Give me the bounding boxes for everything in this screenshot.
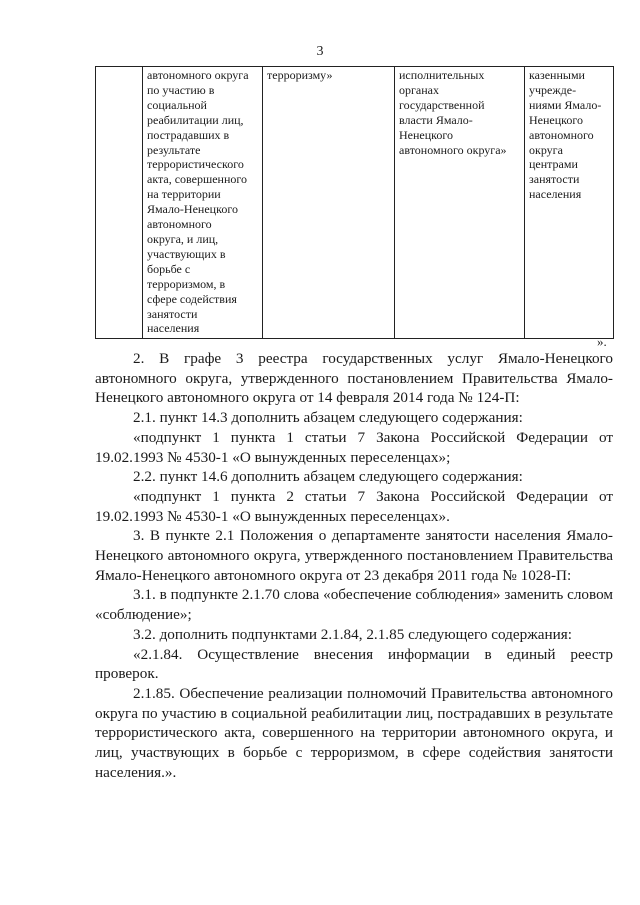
paragraph-2-1-84: «2.1.84. Осуществление внесения информации в единый реестр проверок. [95, 645, 613, 683]
cell-line: автономного [147, 217, 212, 232]
cell-line: занятости [529, 172, 580, 187]
cell-line: округа [529, 142, 563, 157]
paragraph-2-2-quote: «подпункт 1 пункта 2 статьи 7 Закона Российской Федерации от 19.02.1993 № 4530-1 «О вынужденных переселенцах». [95, 487, 613, 525]
paragraph-2-1-85: 2.1.85. Обеспечение реализации полномочий Правительства автономного округа по участию в социальной реабилитации лиц, пострадавших в результате террористического акта, совершенного на территории автономного округа, и лиц, участвующих в борьбе с терроризмом, в сфере содействия занятости населения.». [95, 684, 613, 781]
closing-quote: ». [597, 334, 607, 349]
paragraph-3-1: 3.1. в подпункте 2.1.70 слова «обеспечение соблюдения» заменить словом «соблюдение»; [95, 586, 613, 624]
cell-line: террористического [147, 157, 244, 172]
cell-line: казенными [529, 68, 585, 82]
cell-line: результате [147, 142, 201, 157]
cell-line: округа, и лиц, [147, 231, 219, 246]
cell-line: населения [529, 187, 582, 202]
cell-line: автономного округа» [399, 142, 507, 157]
paragraph-3-2: 3.2. дополнить подпунктами 2.1.84, 2.1.85 следующего содержания: [133, 625, 572, 643]
cell-line: власти Ямало- [399, 112, 473, 127]
cell-line: государственной [399, 97, 485, 112]
cell-line: органах [399, 82, 439, 97]
table-cell-legal-basis [263, 67, 395, 339]
cell-line: учрежде- [529, 82, 577, 97]
page-number: 3 [316, 44, 324, 59]
table-cell-provider [525, 67, 614, 339]
cell-line: Ямало-Ненецкого [147, 202, 238, 217]
cell-line: социальной [147, 97, 207, 112]
cell-line: пострадавших в [147, 127, 230, 142]
cell-line: участвующих в [147, 246, 226, 261]
cell-line: реабилитации лиц, [147, 112, 244, 127]
table-row [96, 67, 614, 339]
cell-line: Ненецкого [399, 127, 454, 142]
cell-line: автономного [529, 127, 594, 142]
cell-line: борьбе с [147, 261, 191, 276]
table-cell-service-name [143, 67, 263, 339]
cell-line: ниями Ямало- [529, 97, 602, 112]
paragraph-2: 2. В графе 3 реестра государственных услуг Ямало-Ненецкого автономного округа, утвержденного постановлением Правительства Ямало-Ненецкого автономного округа от 14 февраля 2014 года № 124-П: [95, 350, 613, 407]
document-body [95, 349, 613, 782]
paragraph-2-2: 2.2. пункт 14.6 дополнить абзацем следующего содержания: [133, 468, 523, 486]
paragraph-2-1-quote: «подпункт 1 пункта 1 статьи 7 Закона Российской Федерации от 19.02.1993 № 4530-1 «О вынужденных переселенцах»; [95, 428, 613, 466]
cell-line: занятости [147, 306, 198, 321]
cell-line: на территории [147, 187, 221, 202]
cell-line: Ненецкого [529, 112, 584, 127]
table-cell-number [96, 67, 143, 339]
cell-line: автономного округа [147, 68, 249, 82]
table-cell-authority [395, 67, 525, 339]
cell-line: исполнительных [399, 68, 485, 82]
cell-line: центрами [529, 157, 578, 172]
register-table-fragment [95, 66, 614, 339]
cell-line: по участию в [147, 82, 215, 97]
cell-line: сфере содействия [147, 291, 237, 306]
paragraph-3: 3. В пункте 2.1 Положения о департаменте занятости населения Ямало-Ненецкого автономного округа, утвержденного постановлением Правительства Ямало-Ненецкого автономного округа от 23 декабря 2011 года № 1028-П: [95, 527, 613, 584]
cell-line: терроризму» [267, 68, 333, 82]
cell-line: населения [147, 321, 200, 336]
cell-line: терроризмом, в [147, 276, 226, 291]
paragraph-2-1: 2.1. пункт 14.3 дополнить абзацем следующего содержания: [133, 409, 523, 427]
cell-line: акта, совершенного [147, 172, 247, 187]
